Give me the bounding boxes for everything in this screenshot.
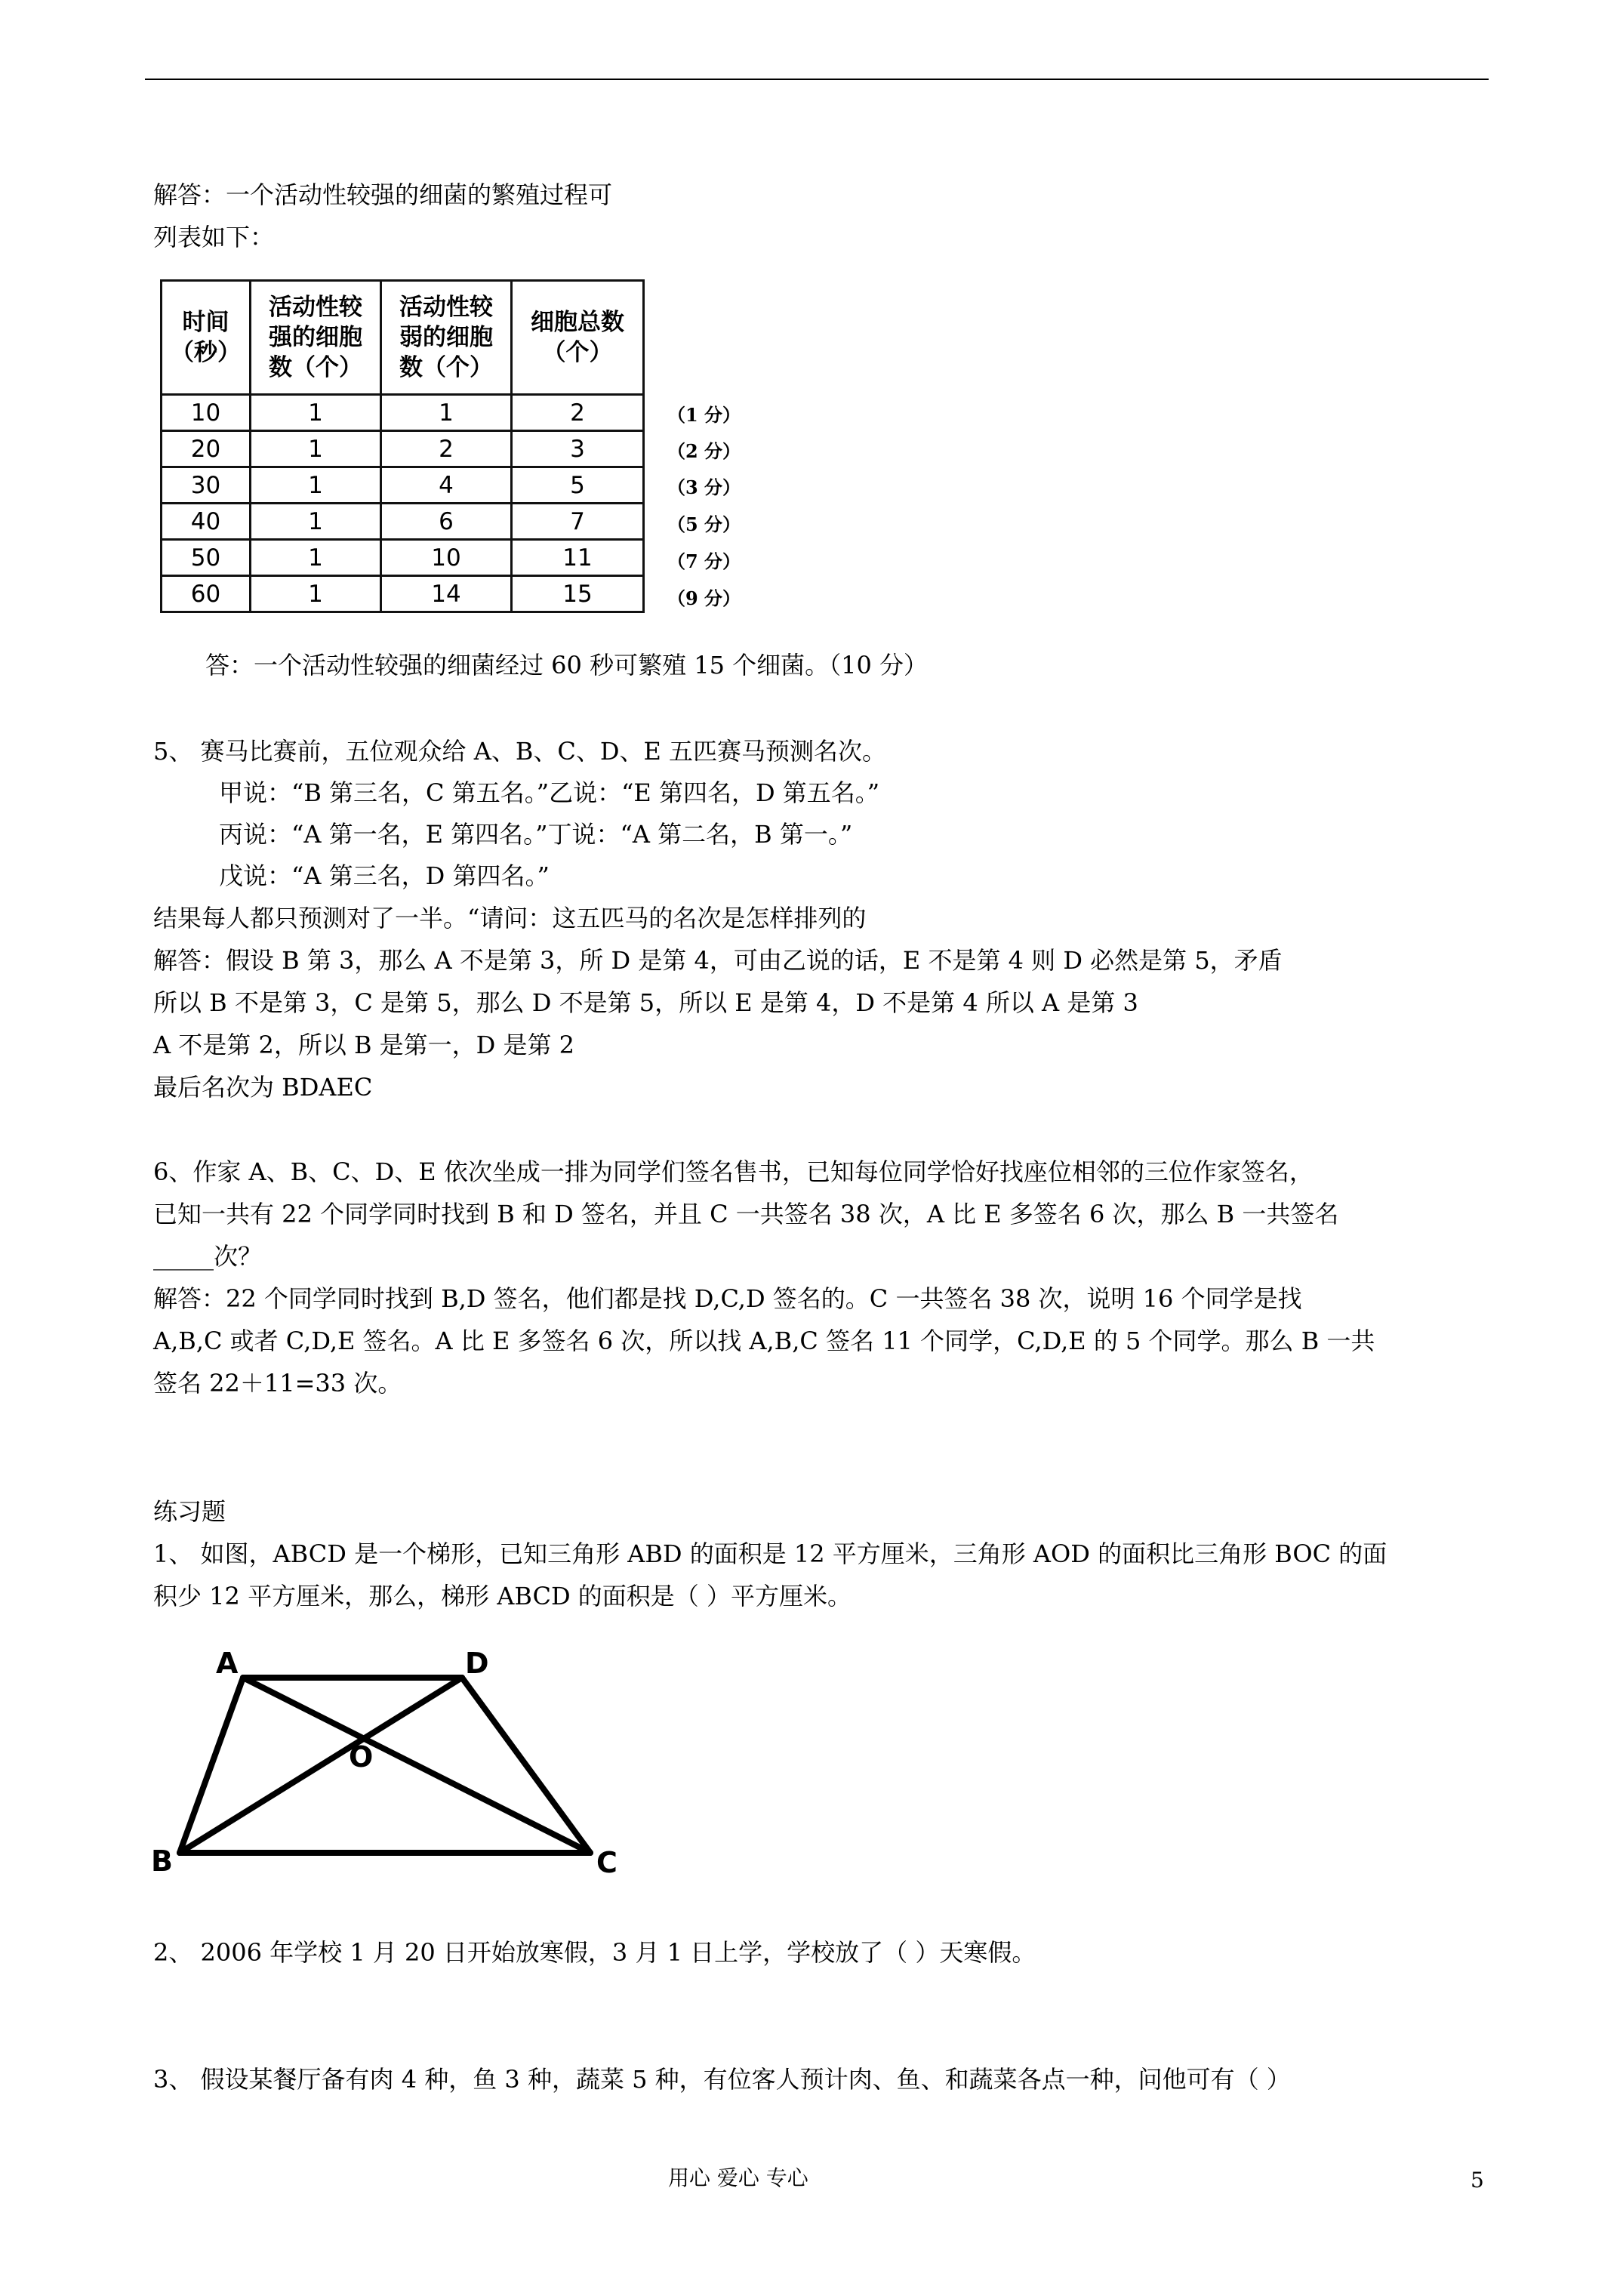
header-strong-cells: 活动性较 强的细胞 数（个） — [251, 281, 381, 395]
table-row — [162, 395, 644, 431]
edge-ab — [180, 1678, 243, 1853]
score-note: （9 分） — [667, 587, 741, 609]
table-header-row — [162, 281, 644, 395]
q5-answer-1: 解答：假设 B 第 3，那么 A 不是第 3，所 D 是第 4，可由乙说的话，E 不是第 4 则 D 必然是第 5，矛盾 — [153, 946, 1283, 975]
cell: 5 — [512, 467, 644, 504]
cell: 6 — [381, 504, 512, 540]
q5-condition: 结果每人都只预测对了一半。“请问：这五匹马的名次是怎样排列的 — [153, 904, 867, 932]
cell: 1 — [251, 576, 381, 612]
q6-answer-3: 签名 22＋11=33 次。 — [153, 1369, 402, 1398]
exercise-1-line-2: 积少 12 平方厘米，那么，梯形 ABCD 的面积是（ ）平方厘米。 — [153, 1582, 852, 1610]
cell: 10 — [381, 540, 512, 576]
question-6-line-1: 6、作家 A、B、C、D、E 依次坐成一排为同学们签名售书，已知每位同学恰好找座位相邻的三位作家签名， — [153, 1157, 1313, 1186]
cell: 7 — [512, 504, 644, 540]
table-row — [162, 540, 644, 576]
cell: 30 — [162, 467, 251, 504]
cell: 1 — [251, 540, 381, 576]
table-row — [162, 467, 644, 504]
q5-statement-2: 丙说：“A 第一名，E 第四名。”丁说：“A 第二名，B 第一。” — [219, 820, 853, 849]
q6-answer-1: 解答：22 个同学同时找到 B,D 签名，他们都是找 D,C,D 签名的。C 一共签名 38 次，说明 16 个同学是找 — [153, 1284, 1302, 1313]
q6-answer-2: A,B,C 或者 C,D,E 签名。A 比 E 多签名 6 次，所以找 A,B,C 签名 11 个同学，C,D,E 的 5 个同学。那么 B 一共 — [153, 1327, 1375, 1355]
header-weak-cells: 活动性较 弱的细胞 数（个） — [381, 281, 512, 395]
header-rule — [145, 79, 1489, 80]
cell: 50 — [162, 540, 251, 576]
cell: 2 — [381, 431, 512, 467]
question-6-line-3: _____次？ — [153, 1242, 263, 1271]
question-6-line-2: 已知一共有 22 个同学同时找到 B 和 D 签名，并且 C 一共签名 38 次，A 比 E 多签名 6 次，那么 B 一共签名 — [153, 1200, 1339, 1228]
question-5: 5、 赛马比赛前，五位观众给 A、B、C、D、E 五匹赛马预测名次。 — [153, 737, 887, 766]
cell: 1 — [251, 395, 381, 431]
cell: 1 — [251, 467, 381, 504]
cell: 2 — [512, 395, 644, 431]
answer-intro: 解答：一个活动性较强的细菌的繁殖过程可 — [153, 180, 613, 209]
cell: 15 — [512, 576, 644, 612]
bacteria-growth-table — [160, 279, 645, 613]
label-b: B — [151, 1845, 173, 1878]
header-time: 时间 （秒） — [162, 281, 251, 395]
cell: 1 — [251, 504, 381, 540]
cell: 4 — [381, 467, 512, 504]
q5-answer-3: A 不是第 2，所以 B 是第一，D 是第 2 — [153, 1031, 575, 1059]
answer-intro-cont: 列表如下： — [153, 223, 275, 251]
header-total-cells: 细胞总数 （个） — [512, 281, 644, 395]
cell: 3 — [512, 431, 644, 467]
cell: 1 — [251, 431, 381, 467]
footer-motto: 用心 爱心 专心 — [668, 2165, 808, 2190]
score-note: （1 分） — [667, 404, 741, 426]
score-note: （5 分） — [667, 513, 741, 535]
score-note: （7 分） — [667, 550, 741, 572]
table-row — [162, 504, 644, 540]
cell: 20 — [162, 431, 251, 467]
page-number: 5 — [1471, 2168, 1484, 2193]
exercise-3: 3、 假设某餐厅备有肉 4 种，鱼 3 种，蔬菜 5 种，有位客人预计肉、鱼、和蔬菜各点一种，问他可有（ ） — [153, 2065, 1291, 2094]
label-a: A — [216, 1647, 239, 1680]
cell: 10 — [162, 395, 251, 431]
label-c: C — [596, 1846, 617, 1879]
edge-dc — [462, 1678, 590, 1853]
cell: 11 — [512, 540, 644, 576]
label-o: O — [349, 1740, 374, 1774]
table-row — [162, 431, 644, 467]
q5-answer-2: 所以 B 不是第 3，C 是第 5，那么 D 不是第 5，所以 E 是第 4，D 不是第 4 所以 A 是第 3 — [153, 988, 1138, 1017]
score-note: （2 分） — [667, 440, 741, 462]
cell: 14 — [381, 576, 512, 612]
table-row — [162, 576, 644, 612]
label-d: D — [465, 1647, 489, 1680]
cell: 1 — [381, 395, 512, 431]
q5-answer-4: 最后名次为 BDAEC — [153, 1073, 373, 1102]
score-note: （3 分） — [667, 476, 741, 498]
exercises-heading: 练习题 — [153, 1497, 226, 1526]
answer-conclusion: 答：一个活动性较强的细菌经过 60 秒可繁殖 15 个细菌。（10 分） — [205, 651, 929, 680]
q5-statement-1: 甲说：“B 第三名，C 第五名。”乙说：“E 第四名，D 第五名。” — [219, 778, 880, 807]
q5-statement-3: 戊说：“A 第三名，D 第四名。” — [219, 861, 550, 890]
exercise-1-line-1: 1、 如图，ABCD 是一个梯形，已知三角形 ABD 的面积是 12 平方厘米，三角形 AOD 的面积比三角形 BOC 的面 — [153, 1539, 1387, 1568]
trapezoid-figure — [151, 1638, 634, 1888]
cell: 40 — [162, 504, 251, 540]
exercise-2: 2、 2006 年学校 1 月 20 日开始放寒假，3 月 1 日上学，学校放了（ ）天寒假。 — [153, 1938, 1036, 1967]
cell: 60 — [162, 576, 251, 612]
